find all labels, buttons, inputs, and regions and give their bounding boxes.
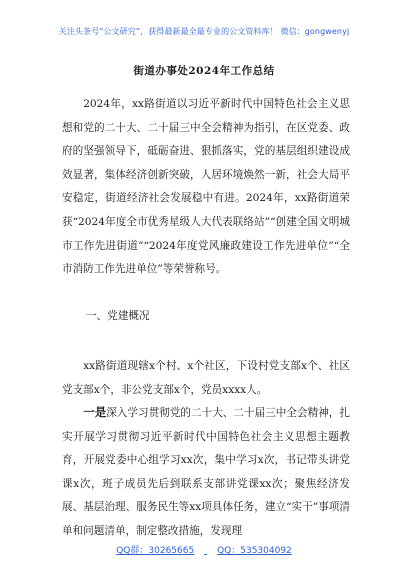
- paragraph-intro: 2024年，xx路街道以习近平新时代中国特色社会主义思想和党的二十大、二十届三中全会精神为指引，在区党委、政府的坚强领导下，砥砺奋进、狠抓落实，党的基层组织建设成效显著，集体经济创新突破，人居环境焕然一新，社会大局平安稳定，街道经济社会发展稳中有进。2024年，xx路街道荣获“2024年度全市优秀星级人大代表联络站”“创建全国文明城市工作先进街道”“2024年度党风廉政建设工作先进单位”“全市消防工作先进单位”等荣誉称号。: [62, 98, 350, 276]
- paragraph-study-text: 深入学习贯彻党的二十大、二十届三中全会精神，扎实开展学习贯彻习近平新时代中国特色社会主义思想主题教育，开展党委中心组学习xx次，集中学习x次，书记带头讲党课x次，班子成员先后到联系支部讲党课xx次；聚焦经济发展、基层治理、服务民生等xx项具体任务，建立“实干”事项清单和问题清单，制定整改措施，发现理: [62, 407, 351, 537]
- section-heading-party-building: 一、党建概况: [86, 310, 150, 322]
- header-banner: 关注头条号“公文研究”，获得最新最全最专业的公文资料库！ 微信：gongwenyj: [58, 27, 350, 36]
- paragraph-party-overview: xx路街道现辖x个村、x个社区，下设村党支部x个、社区党支部x个，非公党支部x个，党员xxxx人。: [62, 360, 350, 396]
- footer-contact: [0, 543, 408, 556]
- document-title: 街道办事处2024年工作总结: [133, 65, 275, 77]
- paragraph-study-implementation: [62, 401, 350, 544]
- paragraph-lead-marker: 一是: [83, 405, 107, 419]
- footer-qq-group: QQ群：30265665: [116, 546, 195, 556]
- footer-qq-number: QQ：535304092: [217, 546, 292, 556]
